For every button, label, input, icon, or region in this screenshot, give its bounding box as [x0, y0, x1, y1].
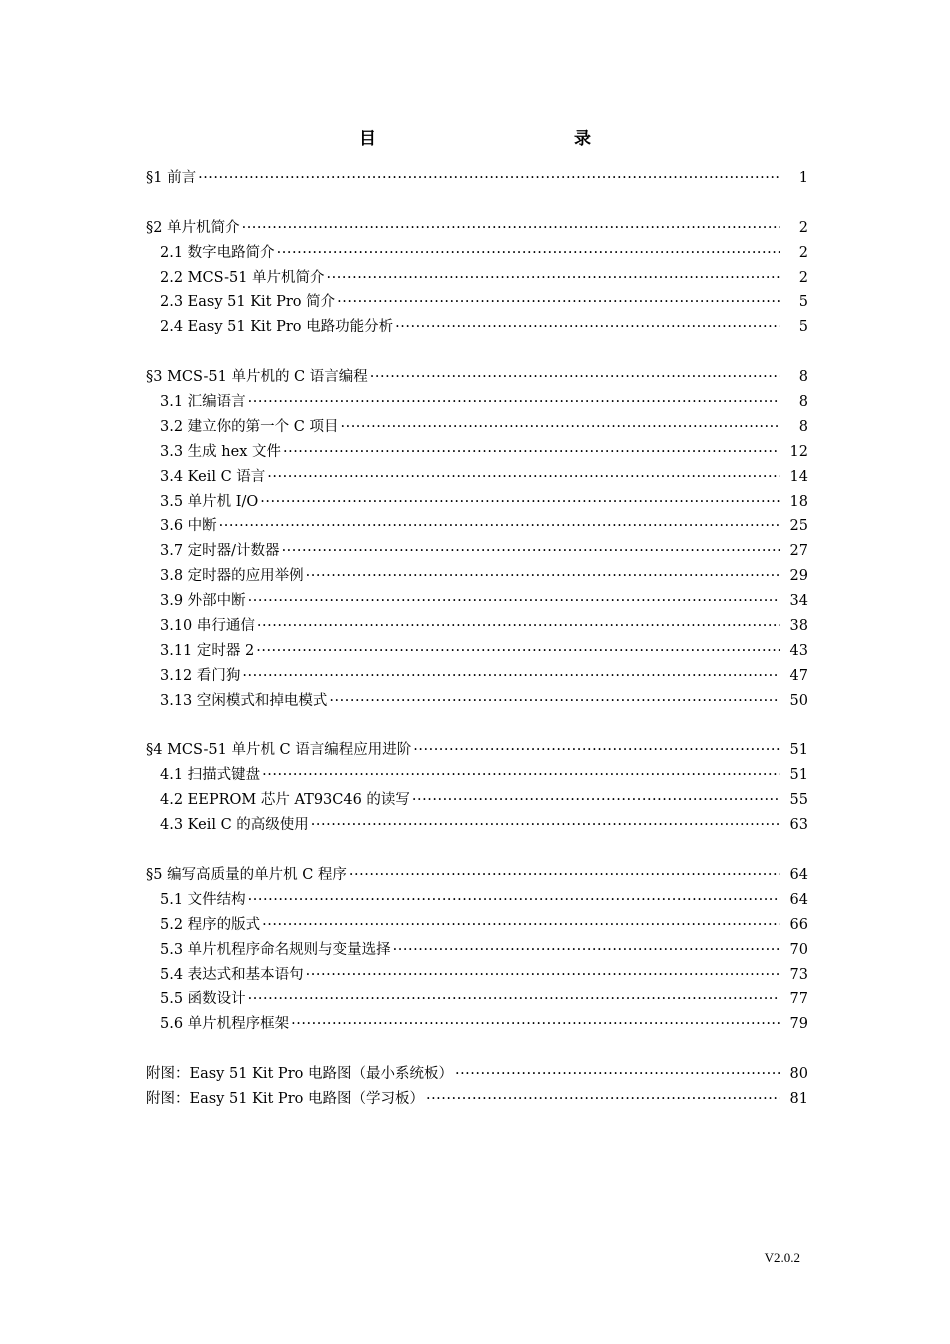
- toc-entry-label: 附图：Easy 51 Kit Pro 电路图（最小系统板）: [146, 1066, 453, 1083]
- toc-subentry[interactable]: [146, 315, 808, 340]
- toc-entry-label: 3.10 串行通信: [160, 618, 255, 635]
- toc-page-number: 50: [789, 692, 808, 709]
- toc-page-number: 8: [798, 369, 808, 386]
- toc-subentry[interactable]: [146, 963, 808, 988]
- toc-subentry[interactable]: [146, 913, 808, 938]
- dot-leader: [393, 942, 780, 958]
- dot-leader: [349, 867, 780, 883]
- toc-page-number: 1: [798, 170, 808, 186]
- toc-entry-label: 3.11 定时器 2: [160, 642, 255, 659]
- toc-subentry[interactable]: [146, 589, 808, 614]
- toc-subentry[interactable]: [146, 564, 808, 589]
- toc-entry-label: 3.3 生成 hex 文件: [160, 443, 281, 460]
- toc-page-number: 64: [789, 891, 808, 908]
- toc-page-number: 34: [789, 593, 808, 610]
- toc-entry-label: 5.4 表达式和基本语句: [160, 966, 304, 983]
- toc-page-number: 70: [789, 941, 808, 958]
- dot-leader: [329, 693, 779, 709]
- dot-leader: [248, 991, 780, 1007]
- dot-leader: [283, 444, 780, 460]
- toc-page-number: 8: [798, 418, 808, 435]
- dot-leader: [337, 294, 780, 310]
- toc-entry[interactable]: [146, 1062, 808, 1087]
- dot-leader: [248, 394, 780, 410]
- toc-subentry[interactable]: [146, 514, 808, 539]
- toc-subentry[interactable]: [146, 888, 808, 913]
- toc-entry-label: 3.2 建立你的第一个 C 项目: [160, 418, 339, 435]
- dot-leader: [262, 917, 779, 933]
- toc-entry-label: 3.5 单片机 I/O: [160, 493, 259, 510]
- toc-page-number: 51: [789, 767, 808, 784]
- toc-page-number: 51: [789, 742, 808, 759]
- toc-page-number: 5: [798, 294, 808, 311]
- toc-page-number: 64: [789, 866, 808, 883]
- dot-leader: [291, 1016, 779, 1032]
- toc-entry-label: 3.12 看门狗: [160, 667, 241, 684]
- toc-page-number: 66: [789, 916, 808, 933]
- toc-entry-label: 3.8 定时器的应用举例: [160, 568, 304, 585]
- toc-entry-label: 3.6 中断: [160, 518, 217, 535]
- toc-subentry[interactable]: [146, 290, 808, 315]
- toc-entry-label: 4.1 扫描式键盘: [160, 767, 261, 784]
- dot-leader: [306, 568, 780, 584]
- dot-leader: [282, 543, 780, 559]
- toc-page-number: 55: [789, 792, 808, 809]
- toc-subentry[interactable]: [146, 639, 808, 664]
- toc-subentry[interactable]: [146, 415, 808, 440]
- toc-page-number: 2: [798, 219, 808, 236]
- toc-page-number: 12: [789, 443, 808, 460]
- dot-leader: [306, 967, 780, 983]
- toc-entry-label: 2.3 Easy 51 Kit Pro 简介: [160, 294, 336, 311]
- toc-page-number: 18: [789, 493, 808, 510]
- toc-entry-label: 3.4 Keil C 语言: [160, 468, 266, 485]
- version-label: V2.0.2: [764, 1250, 800, 1265]
- section-gap: [146, 838, 808, 863]
- toc-entry[interactable]: [146, 738, 808, 763]
- dot-leader: [340, 419, 780, 435]
- toc-entry-label: §1 前言: [146, 170, 197, 186]
- toc-page-number: 5: [798, 319, 808, 336]
- toc-page-number: 8: [798, 394, 808, 411]
- table-of-contents: [146, 166, 808, 1112]
- toc-page-number: 73: [789, 966, 808, 983]
- toc-subentry[interactable]: [146, 788, 808, 813]
- toc-entry-label: 4.3 Keil C 的高级使用: [160, 817, 309, 834]
- section-gap: [146, 340, 808, 365]
- toc-entry-label: 4.2 EEPROM 芯片 AT93C46 的读写: [160, 792, 410, 809]
- toc-page-number: 25: [789, 518, 808, 535]
- toc-subentry[interactable]: [146, 987, 808, 1012]
- toc-entry[interactable]: [146, 1087, 808, 1112]
- toc-entry-label: 5.3 单片机程序命名规则与变量选择: [160, 941, 391, 958]
- toc-entry-label: 3.13 空闲模式和掉电模式: [160, 692, 328, 709]
- dot-leader: [260, 494, 779, 510]
- toc-page-number: 77: [789, 991, 808, 1008]
- toc-page-number: 14: [789, 468, 808, 485]
- toc-subentry[interactable]: [146, 539, 808, 564]
- toc-page-number: 79: [789, 1016, 808, 1033]
- dot-leader: [267, 469, 779, 485]
- toc-page-number: 81: [789, 1090, 808, 1107]
- toc-entry[interactable]: [146, 863, 808, 888]
- toc-subentry[interactable]: [146, 938, 808, 963]
- toc-subentry[interactable]: [146, 241, 808, 266]
- dot-leader: [413, 742, 779, 758]
- toc-subentry[interactable]: [146, 813, 808, 838]
- toc-entry-label: 5.6 单片机程序框架: [160, 1016, 290, 1033]
- page-title: 目 录: [359, 129, 687, 149]
- toc-entry-label: 2.4 Easy 51 Kit Pro 电路功能分析: [160, 319, 394, 336]
- toc-subentry[interactable]: [146, 465, 808, 490]
- toc-subentry[interactable]: [146, 664, 808, 689]
- dot-leader: [242, 220, 780, 236]
- dot-leader: [198, 170, 780, 186]
- toc-page-number: 38: [789, 618, 808, 635]
- toc-entry-label: §3 MCS-51 单片机的 C 语言编程: [146, 369, 368, 386]
- toc-page-number: 63: [789, 817, 808, 834]
- toc-page-number: 2: [798, 244, 808, 261]
- toc-entry[interactable]: [146, 365, 808, 390]
- toc-page-number: 2: [798, 269, 808, 286]
- toc-page-number: 47: [789, 667, 808, 684]
- toc-entry-label: §4 MCS-51 单片机 C 语言编程应用进阶: [146, 742, 412, 759]
- dot-leader: [262, 767, 779, 783]
- toc-entry-label: 附图：Easy 51 Kit Pro 电路图（学习板）: [146, 1090, 424, 1107]
- toc-entry-label: §2 单片机简介: [146, 219, 240, 236]
- toc-entry-label: 3.7 定时器/计数器: [160, 543, 280, 560]
- toc-subentry[interactable]: [146, 614, 808, 639]
- section-gap: [146, 1037, 808, 1062]
- dot-leader: [219, 518, 780, 534]
- dot-leader: [248, 593, 780, 609]
- toc-subentry[interactable]: [146, 266, 808, 291]
- toc-entry-label: §5 编写高质量的单片机 C 程序: [146, 866, 347, 883]
- dot-leader: [256, 643, 779, 659]
- dot-leader: [257, 618, 780, 634]
- toc-entry-label: 2.2 MCS-51 单片机简介: [160, 269, 325, 286]
- toc-page-number: 27: [789, 543, 808, 560]
- toc-entry-label: 5.5 函数设计: [160, 991, 246, 1008]
- dot-leader: [395, 319, 780, 335]
- toc-subentry[interactable]: [146, 390, 808, 415]
- dot-leader: [277, 245, 780, 261]
- toc-subentry[interactable]: [146, 490, 808, 515]
- toc-page-number: 29: [789, 568, 808, 585]
- dot-leader: [248, 892, 780, 908]
- toc-entry-label: 5.2 程序的版式: [160, 916, 261, 933]
- toc-entry-label: 5.1 文件结构: [160, 891, 246, 908]
- toc-entry-label: 3.1 汇编语言: [160, 394, 246, 411]
- dot-leader: [311, 817, 780, 833]
- toc-page-number: 80: [789, 1066, 808, 1083]
- toc-subentry[interactable]: [146, 763, 808, 788]
- toc-subentry[interactable]: [146, 440, 808, 465]
- toc-subentry[interactable]: [146, 689, 808, 714]
- dot-leader: [370, 369, 780, 385]
- dot-leader: [412, 792, 780, 808]
- toc-subentry[interactable]: [146, 1012, 808, 1037]
- toc-page-number: 43: [789, 642, 808, 659]
- toc-entry-label: 3.9 外部中断: [160, 593, 246, 610]
- dot-leader: [455, 1066, 780, 1082]
- toc-entry-label: 2.1 数字电路简介: [160, 244, 275, 261]
- toc-entry[interactable]: [146, 166, 808, 191]
- section-gap: [146, 714, 808, 739]
- dot-leader: [242, 668, 779, 684]
- dot-leader: [426, 1091, 780, 1107]
- section-gap: [146, 191, 808, 216]
- toc-entry[interactable]: [146, 216, 808, 241]
- dot-leader: [327, 270, 780, 286]
